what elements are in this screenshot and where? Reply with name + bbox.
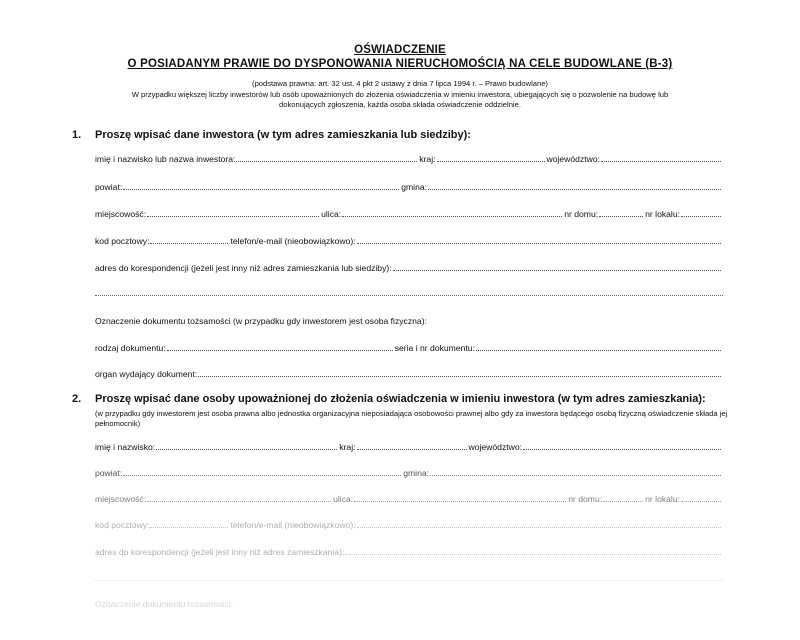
s1-row-locality bbox=[95, 207, 723, 219]
s2-country-label: kraj: bbox=[339, 442, 356, 452]
s1-correspondence-label: adres do korespondencji (jeżeli jest inny niż adres zamieszkania lub siedziby): bbox=[95, 263, 392, 273]
s2-flat-no-label: nr lokalu: bbox=[645, 494, 680, 504]
s2-correspondence-line2[interactable] bbox=[95, 580, 723, 581]
s2-locality-label: miejscowość: bbox=[95, 494, 147, 504]
s1-commune-label: gmina: bbox=[401, 182, 428, 192]
s1-name-label: imię i nazwisko lub nazwa inwestora: bbox=[95, 154, 236, 164]
s1-country-field[interactable] bbox=[437, 161, 545, 162]
s2-flat-no-field[interactable] bbox=[681, 501, 721, 502]
s2-name-label: imię i nazwisko: bbox=[95, 442, 156, 452]
s2-house-no-label: nr domu: bbox=[568, 494, 603, 504]
s1-doc-type-field[interactable] bbox=[167, 350, 393, 351]
s1-house-no-label: nr domu: bbox=[564, 209, 599, 219]
section1-title: Proszę wpisać dane inwestora (w tym adres zamieszkania lub siedziby): bbox=[95, 129, 471, 141]
s1-row-id-heading bbox=[95, 314, 723, 326]
s1-postal-field[interactable] bbox=[150, 243, 228, 244]
s1-county-label: powiat: bbox=[95, 182, 123, 192]
s1-doc-type-label: rodzaj dokumentu: bbox=[95, 343, 166, 353]
s1-correspondence-line2[interactable] bbox=[95, 295, 723, 296]
s1-phone-label: telefon/e-mail (nieobowiązkowo): bbox=[230, 236, 356, 246]
s2-row-name bbox=[95, 440, 723, 452]
s1-row-doc bbox=[95, 341, 723, 353]
s2-county-label: powiat: bbox=[95, 468, 123, 478]
section1-number: 1. bbox=[72, 129, 82, 141]
s2-phone-label: telefon/e-mail (nieobowiązkowo): bbox=[230, 520, 356, 530]
s1-voivodeship-field[interactable] bbox=[601, 161, 721, 162]
s1-issuer-label: organ wydający dokument: bbox=[95, 369, 198, 379]
document-subtitle: O POSIADANYM PRAWIE DO DYSPONOWANIA NIERUCHOMOŚCIĄ NA CELE BUDOWLANE (B-3) bbox=[127, 58, 673, 70]
s1-county-field[interactable] bbox=[123, 189, 399, 190]
s2-street-label: ulica: bbox=[333, 494, 354, 504]
s1-phone-field[interactable] bbox=[357, 243, 721, 244]
s1-commune-field[interactable] bbox=[428, 189, 721, 190]
s2-commune-field[interactable] bbox=[430, 475, 721, 476]
s1-name-field[interactable] bbox=[236, 161, 417, 162]
s1-doc-series-field[interactable] bbox=[476, 350, 721, 351]
s1-country-label: kraj: bbox=[419, 154, 436, 164]
s2-row-correspondence bbox=[95, 545, 723, 557]
s2-county-field[interactable] bbox=[123, 475, 401, 476]
document-title: OŚWIADCZENIE bbox=[354, 44, 446, 56]
section2-number: 2. bbox=[72, 393, 82, 405]
legal-basis: (podstawa prawna: art. 32 ust. 4 pkt 2 ustawy z dnia 7 lipca 1994 r. – Prawo budowlane) bbox=[252, 79, 548, 88]
s2-locality-field[interactable] bbox=[147, 501, 331, 502]
s1-row-correspondence bbox=[95, 261, 723, 273]
s2-country-field[interactable] bbox=[357, 449, 467, 450]
s2-postal-label: kod pocztowy: bbox=[95, 520, 150, 530]
s2-name-field[interactable] bbox=[156, 449, 337, 450]
s1-row-postal bbox=[95, 234, 723, 246]
s1-issuer-field[interactable] bbox=[198, 376, 721, 377]
s1-row-issuer bbox=[95, 367, 723, 379]
s2-commune-label: gmina: bbox=[403, 468, 430, 478]
s1-street-field[interactable] bbox=[342, 216, 562, 217]
s1-flat-no-field[interactable] bbox=[681, 216, 721, 217]
s2-id-doc-heading: Oznaczenie dokumentu tożsamości: bbox=[95, 599, 234, 609]
section2-subtitle: (w przypadku gdy inwestorem jest osoba prawna albo jednostka organizacyjna nieposiadająca osobowości prawnej albo gdy za inwestora będącego osobą fizyczną oświadczenie składa jej pełnomocnik) bbox=[95, 409, 728, 428]
s1-row-name bbox=[95, 152, 723, 164]
s1-voivodeship-label: województwo: bbox=[546, 154, 600, 164]
s1-locality-field[interactable] bbox=[147, 216, 319, 217]
s2-house-no-field[interactable] bbox=[603, 501, 643, 502]
s2-row-county bbox=[95, 466, 723, 478]
s2-row-id-heading bbox=[95, 597, 723, 609]
section2-title: Proszę wpisać dane osoby upoważnionej do złożenia oświadczenia w imieniu inwestora (w tym adres zamieszkania): bbox=[95, 393, 706, 405]
s1-id-doc-heading: Oznaczenie dokumentu tożsamości (w przypadku gdy inwestorem jest osoba fizyczna): bbox=[95, 316, 427, 326]
s1-flat-no-label: nr lokalu: bbox=[645, 209, 680, 219]
s1-doc-series-label: seria i nr dokumentu: bbox=[394, 343, 475, 353]
s1-postal-label: kod pocztowy: bbox=[95, 236, 150, 246]
s2-row-postal bbox=[95, 518, 723, 530]
s2-voivodeship-label: województwo: bbox=[468, 442, 522, 452]
s1-correspondence-field[interactable] bbox=[393, 270, 721, 271]
s2-voivodeship-field[interactable] bbox=[523, 449, 721, 450]
s2-correspondence-field[interactable] bbox=[345, 554, 721, 555]
s2-street-field[interactable] bbox=[354, 501, 566, 502]
s2-correspondence-label: adres do korespondencji (jeżeli jest inny niż adres zamieszkania): bbox=[95, 547, 345, 557]
s2-postal-field[interactable] bbox=[150, 527, 228, 528]
s1-row-county bbox=[95, 180, 723, 192]
s2-row-locality bbox=[95, 492, 723, 504]
s1-locality-label: miejscowość: bbox=[95, 209, 147, 219]
s1-house-no-field[interactable] bbox=[599, 216, 643, 217]
instruction-note: W przypadku większej liczby inwestorów lub osób upoważnionych do złożenia oświadczenia w imieniu inwestora, ubiegających się o pozwolenie na budowę lub dokonujących zgłoszenia, każda osoba składa oświadczenie oddzielnie. bbox=[131, 90, 669, 109]
s2-phone-field[interactable] bbox=[357, 527, 721, 528]
s1-street-label: ulica: bbox=[321, 209, 342, 219]
